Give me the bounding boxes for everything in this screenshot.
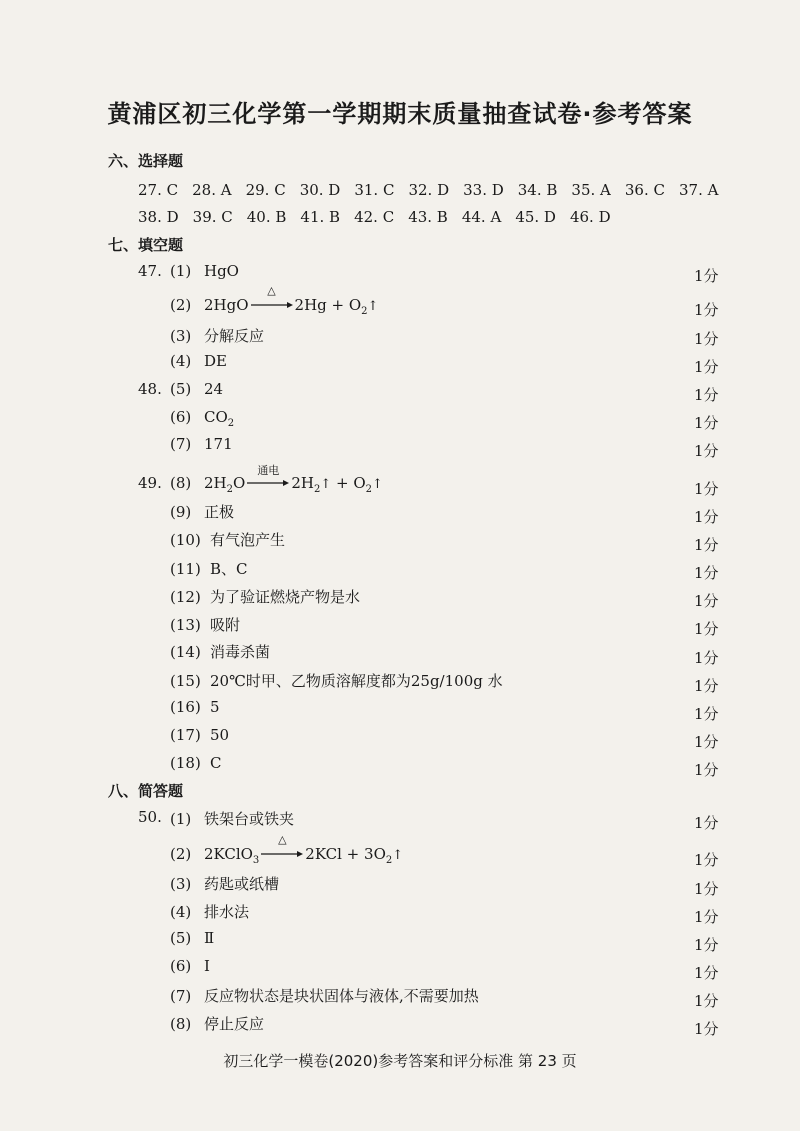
score: 1分 bbox=[694, 908, 719, 926]
choice-answer: 38. D bbox=[138, 208, 179, 226]
score: 1分 bbox=[694, 536, 719, 554]
choice-answer: 35. A bbox=[571, 181, 611, 199]
gas-up-arrow-icon: ↑ bbox=[392, 848, 404, 863]
section-heading-short-answer: 八、简答题 bbox=[108, 782, 184, 800]
choice-answer: 45. D bbox=[515, 208, 556, 226]
answer-line-equation: (2) 2HgO △ $2Hg + O_2↑$ bbox=[170, 284, 379, 317]
gas-up-arrow-icon: ↑ bbox=[367, 299, 379, 314]
answer-line: (18) C bbox=[170, 754, 222, 772]
answer-line: (7) 反应物状态是块状固体与液体,不需要加热 bbox=[170, 987, 479, 1005]
score: 1分 bbox=[694, 592, 719, 610]
choice-answer: 33. D bbox=[463, 181, 504, 199]
answer-line: (6) $CO_2$ bbox=[170, 408, 235, 429]
choice-answer: 31. C bbox=[354, 181, 395, 199]
answer-line: (10) 有气泡产生 bbox=[170, 531, 286, 549]
score: 1分 bbox=[694, 761, 719, 779]
answer-line: (9) 正极 bbox=[170, 503, 235, 521]
choice-answer: 43. B bbox=[408, 208, 448, 226]
choice-answer: 42. C bbox=[354, 208, 395, 226]
answer-line: (4) 排水法 bbox=[170, 903, 250, 921]
score: 1分 bbox=[694, 733, 719, 751]
reaction-arrow-icon bbox=[247, 464, 289, 488]
choice-answer: 30. D bbox=[299, 181, 341, 199]
score: 1分 bbox=[694, 330, 719, 348]
answer-line-equation: (2) 2KClO$_3$ △ $2KCl + 3O_2↑$ bbox=[170, 833, 404, 866]
choice-answer: 32. D bbox=[408, 181, 450, 199]
score: 1分 bbox=[694, 508, 719, 526]
choice-answer: 34. B bbox=[517, 181, 558, 199]
score: 1分 bbox=[694, 301, 719, 319]
answer-line-equation: (8) $2H_2O$ 通电 $2H_2↑$ + $O_2↑$ bbox=[170, 464, 383, 495]
choice-answer: 27. C bbox=[138, 181, 179, 199]
answer-line: (15) 20℃时甲、乙物质溶解度都为25g/100g 水 bbox=[170, 672, 503, 690]
answer-line: (3) 药匙或纸槽 bbox=[170, 875, 280, 893]
equation-products: 2Hg + O bbox=[294, 296, 362, 314]
reaction-condition: △ bbox=[278, 833, 287, 846]
choice-answer: 46. D bbox=[569, 208, 611, 226]
answer-line: (16) 5 bbox=[170, 698, 220, 716]
answer-text: HgO bbox=[204, 262, 239, 280]
score: 1分 bbox=[694, 480, 719, 498]
page-footer: 初三化学一模卷(2020)参考答案和评分标准 第 23 页 bbox=[223, 1052, 577, 1070]
score: 1分 bbox=[694, 964, 719, 982]
score: 1分 bbox=[694, 1020, 719, 1038]
answer-line: (17) 50 bbox=[170, 726, 230, 744]
gas-up-arrow-icon: ↑ bbox=[320, 477, 332, 492]
gas-up-arrow-icon: ↑ bbox=[372, 477, 383, 492]
question-number: 50. bbox=[138, 808, 162, 826]
choice-answer: 36. C bbox=[624, 181, 665, 199]
score: 1分 bbox=[694, 267, 719, 285]
reaction-arrow-icon bbox=[261, 833, 303, 859]
choice-answer: 28. A bbox=[192, 181, 232, 199]
section-heading-choice: 六、选择题 bbox=[108, 152, 184, 170]
score: 1分 bbox=[694, 649, 719, 667]
score: 1分 bbox=[694, 442, 719, 460]
question-number: 47. bbox=[138, 262, 162, 280]
answer-line: (5) Ⅱ bbox=[170, 929, 215, 947]
answer-line: (11) B、C bbox=[170, 560, 248, 578]
score: 1分 bbox=[694, 992, 719, 1010]
choice-answer: 37. A bbox=[679, 181, 719, 199]
question-number: 49. bbox=[138, 474, 162, 492]
answer-line: (7) 171 bbox=[170, 435, 233, 453]
answer-line: (3) 分解反应 bbox=[170, 327, 265, 345]
choice-answer: 29. C bbox=[245, 181, 286, 199]
answer-line: (13) 吸附 bbox=[170, 616, 241, 634]
score: 1分 bbox=[694, 564, 719, 582]
score: 1分 bbox=[694, 358, 719, 376]
choice-answers-row-2 bbox=[138, 208, 625, 226]
answer-line bbox=[170, 262, 239, 280]
score: 1分 bbox=[694, 705, 719, 723]
page-title: 黄浦区初三化学第一学期期末质量抽查试卷·参考答案 bbox=[107, 100, 693, 128]
choice-answer: 39. C bbox=[192, 208, 233, 226]
answer-index: (1) bbox=[170, 262, 192, 280]
equation-reactants: 2HgO bbox=[204, 296, 249, 314]
choice-answer: 44. A bbox=[461, 208, 502, 226]
answer-line: (8) 停止反应 bbox=[170, 1015, 265, 1033]
answer-line: (4) DE bbox=[170, 352, 227, 370]
choice-answers-row-1 bbox=[138, 181, 732, 199]
question-number: 48. bbox=[138, 380, 162, 398]
answer-line: (6) Ⅰ bbox=[170, 957, 210, 975]
choice-answer: 41. B bbox=[300, 208, 341, 226]
score: 1分 bbox=[694, 814, 719, 832]
answer-line: (1) 铁架台或铁夹 bbox=[170, 810, 295, 828]
answer-line: (5) 24 bbox=[170, 380, 224, 398]
score: 1分 bbox=[694, 386, 719, 404]
reaction-condition: 通电 bbox=[257, 464, 280, 477]
score: 1分 bbox=[694, 851, 719, 869]
reaction-arrow-icon bbox=[251, 284, 293, 310]
choice-answer: 40. B bbox=[246, 208, 287, 226]
score: 1分 bbox=[694, 936, 719, 954]
reaction-condition: △ bbox=[267, 284, 276, 297]
score: 1分 bbox=[694, 677, 719, 695]
score: 1分 bbox=[694, 880, 719, 898]
section-heading-fill: 七、填空题 bbox=[108, 236, 184, 254]
score: 1分 bbox=[694, 620, 719, 638]
answer-line: (14) 消毒杀菌 bbox=[170, 643, 271, 661]
answer-line: (12) 为了验证燃烧产物是水 bbox=[170, 588, 361, 606]
score: 1分 bbox=[694, 414, 719, 432]
answer-index: (2) bbox=[170, 296, 192, 314]
